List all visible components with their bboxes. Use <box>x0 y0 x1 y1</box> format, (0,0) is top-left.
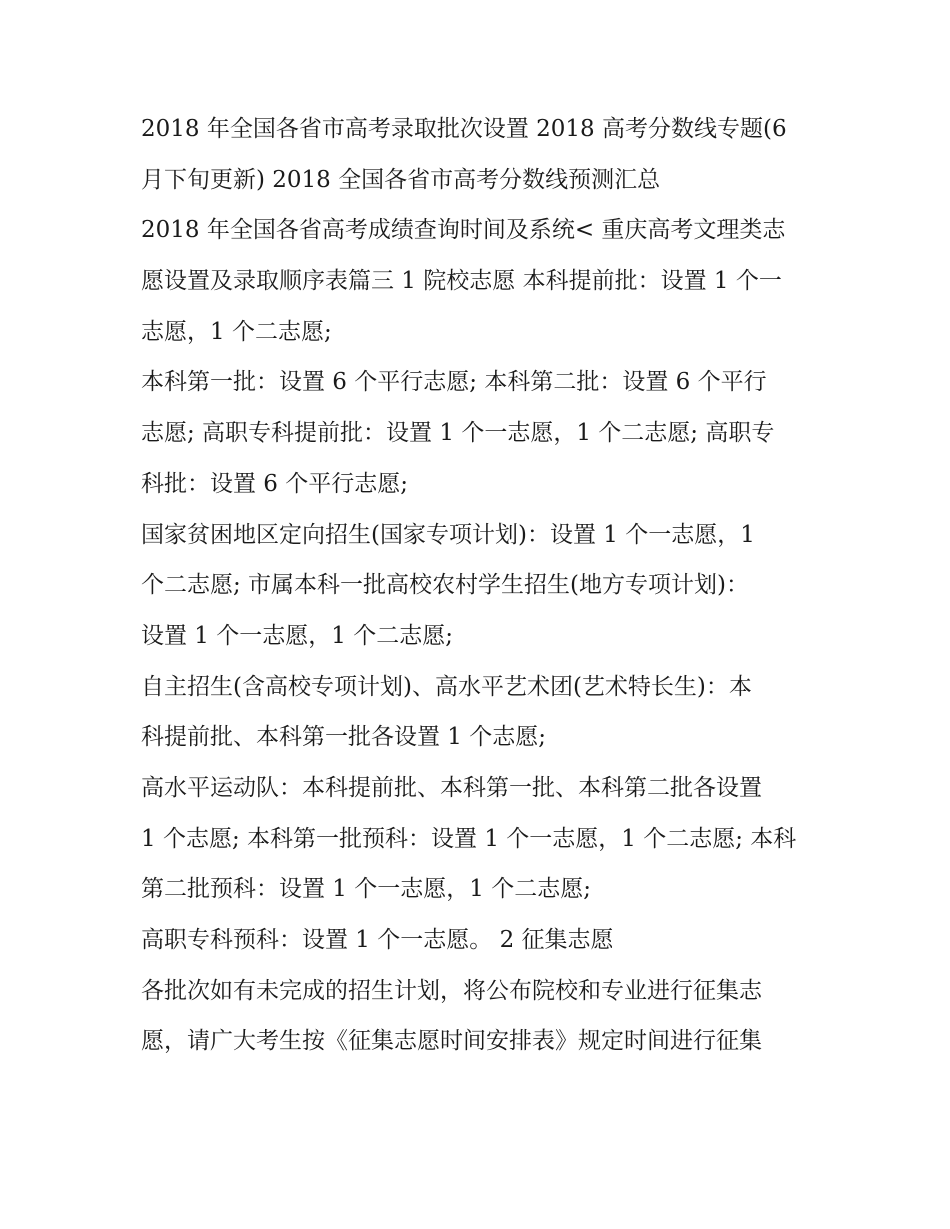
text-line-9: 国家贫困地区定向招生(国家专项计划)：设置 1 个一志愿，1 <box>141 521 755 548</box>
text-line-13: 科提前批、本科第一批各设置 1 个志愿; <box>141 724 547 751</box>
text-line-1: 2018 年全国各省市高考录取批次设置 2018 高考分数线专题(6 <box>141 116 787 142</box>
text-line-12: 自主招生(含高校专项计划)、高水平艺术团(艺术特长生)：本 <box>141 673 752 700</box>
text-line-8: 科批：设置 6 个平行志愿; <box>141 470 409 497</box>
text-line-7: 志愿; 高职专科提前批：设置 1 个一志愿，1 个二志愿; 高职专 <box>141 420 775 447</box>
text-line-2: 月下旬更新) 2018 全国各省市高考分数线预测汇总 <box>141 166 661 193</box>
text-line-17: 高职专科预科：设置 1 个一志愿。 2 征集志愿 <box>141 927 614 953</box>
text-line-5: 志愿，1 个二志愿; <box>141 318 332 345</box>
text-line-6: 本科第一批：设置 6 个平行志愿; 本科第二批：设置 6 个平行 <box>141 369 767 396</box>
text-line-18: 各批次如有未完成的招生计划，将公布院校和专业进行征集志 <box>141 977 762 1004</box>
text-line-16: 第二批预科：设置 1 个一志愿，1 个二志愿; <box>141 876 591 903</box>
text-line-14: 高水平运动队：本科提前批、本科第一批、本科第二批各设置 <box>141 774 762 801</box>
text-line-19: 愿，请广大考生按《征集志愿时间安排表》规定时间进行征集 <box>141 1028 762 1055</box>
text-line-11: 设置 1 个一志愿，1 个二志愿; <box>141 622 453 649</box>
text-line-4: 愿设置及录取顺序表篇三 1 院校志愿 本科提前批：设置 1 个一 <box>141 268 782 295</box>
text-line-10: 个二志愿; 市属本科一批高校农村学生招生(地方专项计划)： <box>141 572 750 599</box>
text-line-3: 2018 年全国各省高考成绩查询时间及系统< 重庆高考文理类志 <box>141 217 786 244</box>
text-line-15: 1 个志愿; 本科第一批预科：设置 1 个一志愿，1 个二志愿; 本科 <box>141 825 797 852</box>
document-body <box>141 104 813 1067</box>
